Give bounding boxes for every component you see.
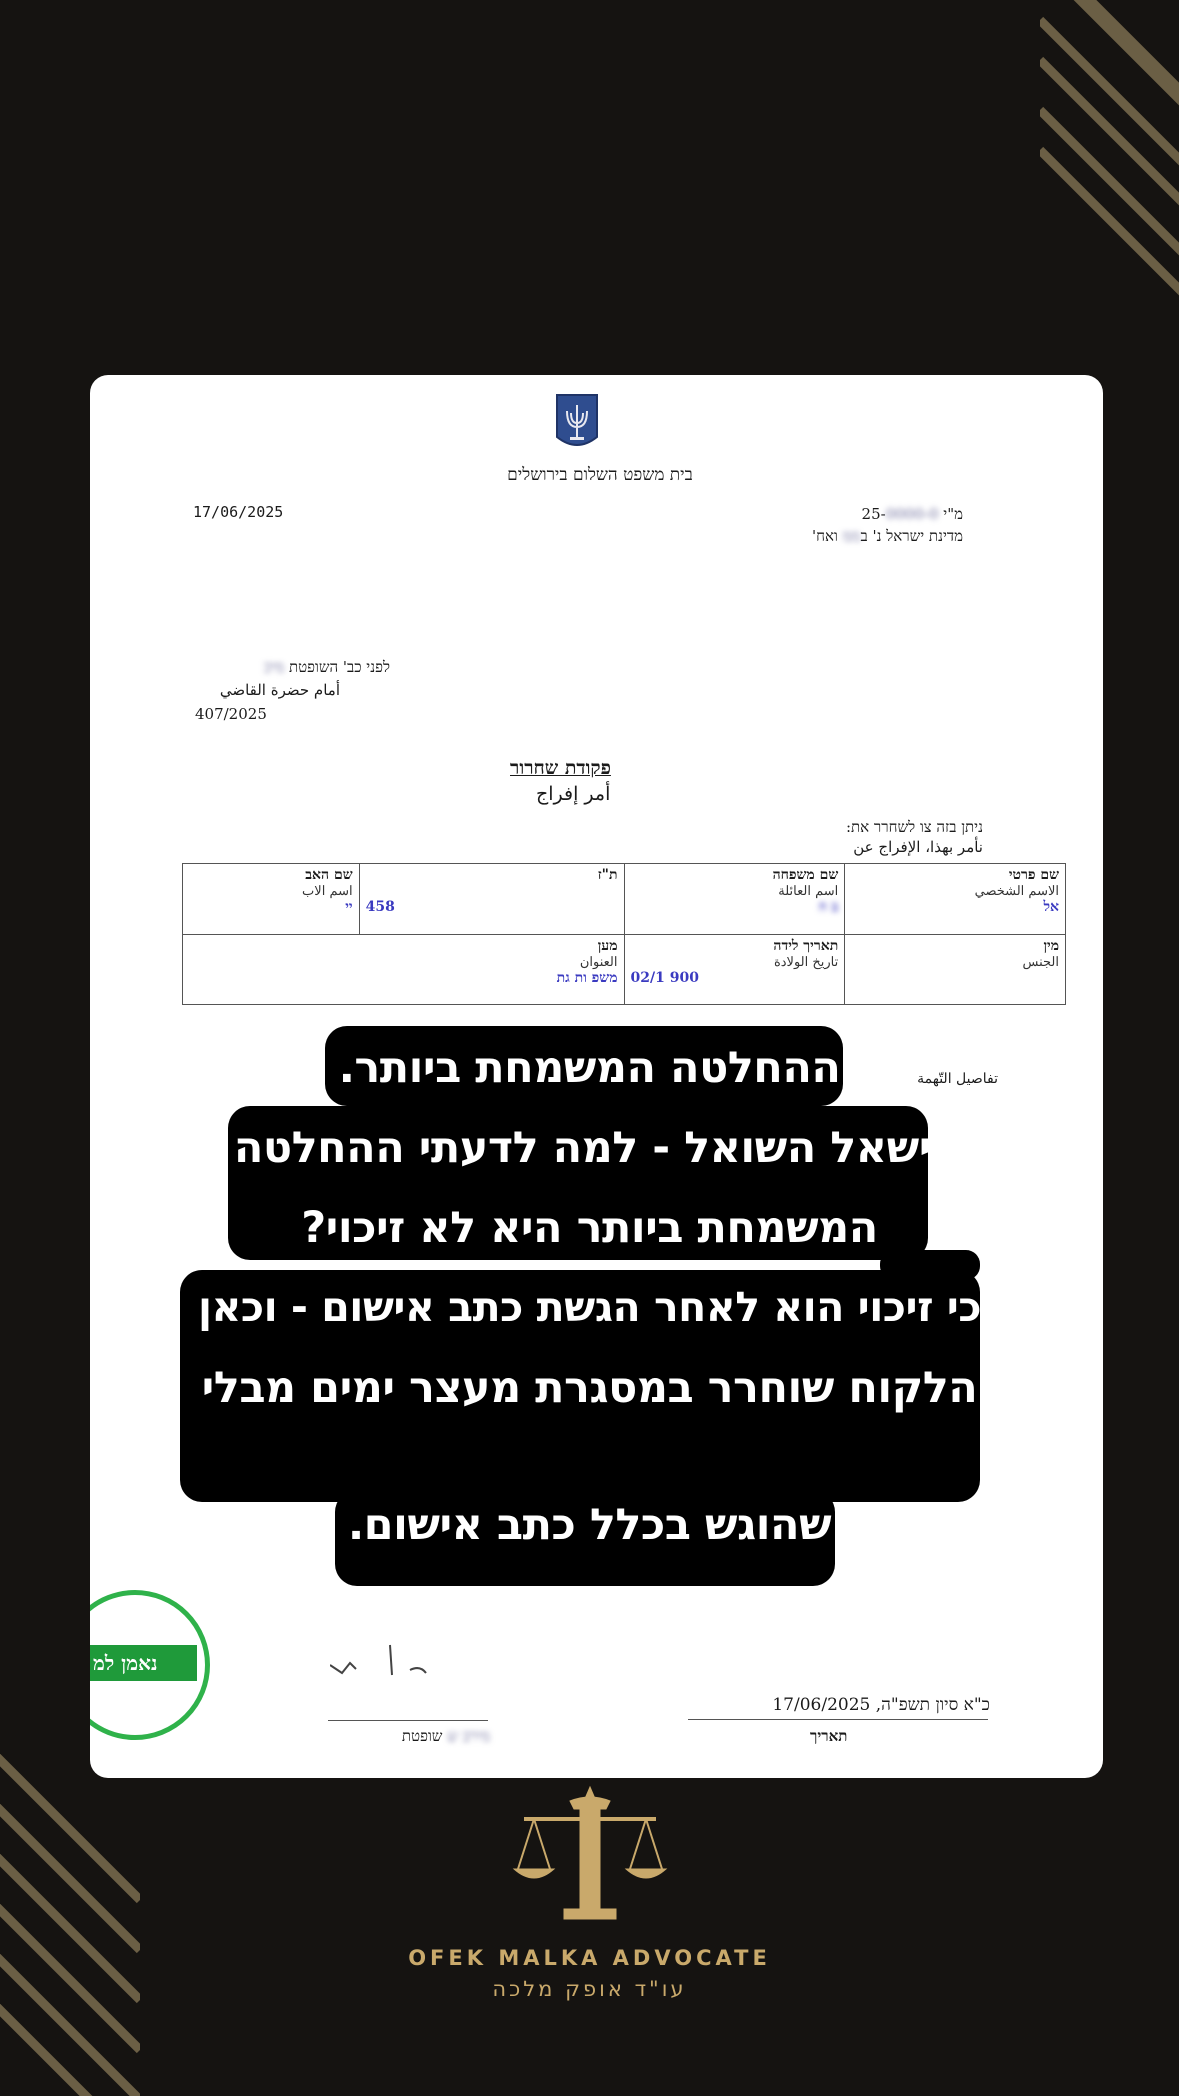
birth-date-label-ar: تاريخ الولادة — [773, 954, 839, 970]
court-name: בית משפט השלום בירושלים — [507, 465, 693, 485]
caption-line-6: שהוגש בכלל כתב אישום. — [347, 1500, 832, 1550]
id-label: ת"ז — [597, 867, 618, 883]
id-value: 458 — [365, 899, 395, 915]
last-name-value: ב ה — [818, 899, 839, 915]
case-parties: מדינת ישראל נ' בממ ואח' — [812, 527, 963, 545]
father-name-value: יי — [345, 899, 353, 915]
first-name-label: שם פרטי — [1008, 867, 1059, 883]
stamp-text: נאמן למ — [90, 1645, 197, 1681]
address-label: מען — [597, 937, 618, 954]
caption-line-4: כי זיכוי הוא לאחר הגשת כתב אישום - וכאן — [197, 1283, 982, 1331]
father-name-label: שם האב — [305, 867, 353, 883]
caption-line-5: הלקוח שוחרר במסגרת מעצר ימים מבלי — [201, 1363, 978, 1413]
gender-label-ar: الجنس — [1022, 954, 1059, 970]
sign-date: כ"א סיון תשפ"ה, 17/06/2025 — [772, 1695, 990, 1715]
last-name-label: שם משפחה — [772, 867, 839, 883]
judge-sign-label: מירב ש שופטת — [401, 1727, 490, 1745]
gender-label: מין — [1043, 937, 1059, 954]
date-top: 17/06/2025 — [193, 503, 284, 521]
charge-details-label: تفاصيل التّهمة — [917, 1071, 998, 1087]
caption-line-2: וישאל השואל - למה לדעתי ההחלטה — [233, 1123, 946, 1173]
scales-of-justice-icon — [510, 1785, 670, 1925]
brand-name-he: עו"ד אופק מלכה — [492, 1977, 687, 2001]
judge-line-ar: أمام حضرة القاضي — [219, 681, 340, 699]
caption-line-1: ההחלטה המשמחת ביותר. — [338, 1043, 841, 1093]
birth-date-value: 02/1 900 — [630, 969, 699, 986]
address-label-ar: العنوان — [579, 954, 618, 970]
first-name-value: אל — [1043, 899, 1059, 915]
sign-date-label: תאריך — [810, 1727, 848, 1745]
brand-name-en: OFEK MALKA ADVOCATE — [408, 1946, 771, 1970]
file-number: 407/2025 — [195, 705, 267, 723]
case-number: מ"י 25-0000-0 — [861, 505, 963, 523]
order-title-ar: أمر إفراج — [536, 783, 611, 805]
order-title: פקודת שחרור — [510, 757, 611, 779]
last-name-label-ar: اسم العائلة — [778, 884, 839, 899]
order-instruction-ar: نأمر بهذا، الإفراج عن — [853, 838, 983, 856]
first-name-label-ar: الاسم الشخصي — [974, 884, 1059, 899]
order-instruction: ניתן בזה צו לשחרר את: — [845, 818, 983, 836]
birth-date-label: תאריך לידה — [773, 937, 839, 954]
judge-line: לפני כב' השופטת מיכ — [264, 658, 390, 676]
father-name-label-ar: اسم الاب — [302, 884, 353, 899]
caption-line-3: המשמחת ביותר היא לא זיכוי? — [301, 1203, 878, 1253]
address-value: משפ ות גת — [556, 969, 618, 986]
